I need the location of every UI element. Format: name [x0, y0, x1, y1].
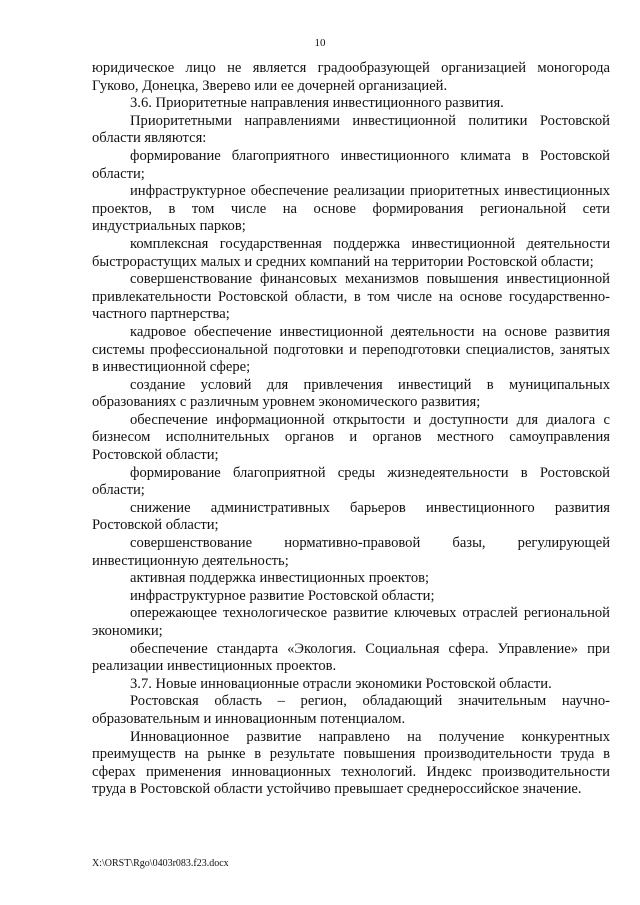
section-heading-3-6: 3.6. Приоритетные направления инвестиционного развития.	[130, 95, 504, 112]
paragraph: Приоритетными направлениями инвестиционной политики Ростовской области являются:	[92, 112, 610, 147]
list-item: формирование благоприятного инвестиционного климата в Ростовской области;	[92, 147, 610, 182]
list-item: кадровое обеспечение инвестиционной деятельности на основе развития системы профессиональной подготовки и переподготовки специалистов, занятых в инвестиционной сфере;	[92, 323, 610, 376]
list-item: снижение административных барьеров инвестиционного развития Ростовской области;	[92, 499, 610, 534]
list-item: активная поддержка инвестиционных проектов;	[130, 570, 430, 587]
paragraph: Инновационное развитие направлено на получение конкурентных преимуществ на рынке в результате повышения производительности труда в сферах применения инновационных технологий. Индекс производительности труда в Ростовской области устойчиво превышает среднероссийское значение.	[92, 728, 610, 798]
paragraph: Ростовская область – регион, обладающий значительным научно-образовательным и инновационным потенциалом.	[92, 693, 610, 727]
list-item: комплексная государственная поддержка инвестиционной деятельности быстрорастущих малых и средних компаний на территории Ростовской области;	[92, 235, 610, 270]
paragraph-continuation: юридическое лицо не является градообразующей организацией моногорода Гуково, Донецка, Зверево или ее дочерней организацией.	[92, 60, 610, 94]
list-item: совершенствование финансовых механизмов повышения инвестиционной привлекательности Ростовской области, в том числе на основе государственно-частного партнерства;	[92, 271, 610, 323]
document-body	[92, 60, 610, 799]
file-path-footer: X:\ORST\Rgo\0403r083.f23.docx	[92, 858, 229, 869]
section-heading-3-7: 3.7. Новые инновационные отрасли экономики Ростовской области.	[130, 675, 552, 692]
list-item: обеспечение стандарта «Экология. Социальная сфера. Управление» при реализации инвестиционных проектов.	[92, 640, 610, 675]
list-item: опережающее технологическое развитие ключевых отраслей региональной экономики;	[92, 605, 610, 639]
list-item: совершенствование нормативно-правовой базы, регулирующей инвестиционную деятельность;	[92, 535, 610, 569]
list-item: инфраструктурное развитие Ростовской области;	[130, 587, 435, 604]
list-item: формирование благоприятной среды жизнедеятельности в Ростовской области;	[92, 464, 610, 499]
list-item: инфраструктурное обеспечение реализации приоритетных инвестиционных проектов, в том числе на основе формирования региональной сети индустриальных парков;	[92, 183, 610, 235]
page-number: 10	[314, 37, 326, 49]
list-item: создание условий для привлечения инвестиций в муниципальных образованиях с различным уровнем экономического развития;	[92, 376, 610, 411]
list-item: обеспечение информационной открытости и доступности для диалога с бизнесом исполнительных органов и органов местного самоуправления Ростовской области;	[92, 411, 610, 464]
